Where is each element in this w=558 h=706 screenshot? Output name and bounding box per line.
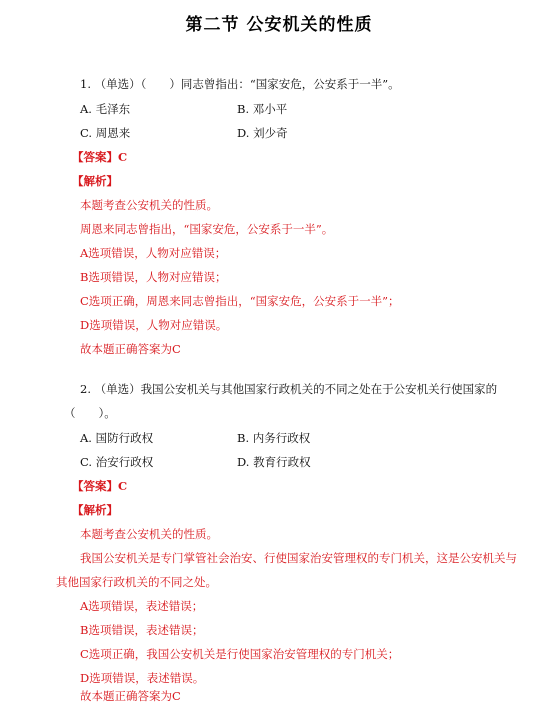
q2-analysis-line: 其他国家行政机关的不同之处。 — [56, 575, 217, 589]
question-2-stem-cont: （ ）。 — [64, 406, 116, 420]
q2-option-b: B. 内务行政权 — [237, 431, 311, 445]
q2-analysis-label: 【解析】 — [72, 503, 118, 517]
q2-answer: 【答案】C — [72, 479, 128, 493]
q1-analysis-line: A选项错误，人物对应错误； — [80, 246, 227, 260]
q1-analysis-line: 故本题正确答案为C — [80, 342, 181, 356]
q1-option-b: B. 邓小平 — [237, 102, 288, 116]
q1-analysis-label: 【解析】 — [72, 174, 118, 188]
question-2-stem: 2. （单选）我国公安机关与其他国家行政机关的不同之处在于公安机关行使国家的 — [80, 382, 498, 396]
q2-analysis-line: C选项正确，我国公安机关是行使国家治安管理权的专门机关； — [80, 647, 400, 661]
q1-option-c: C. 周恩来 — [80, 126, 131, 140]
page-title: 第二节 公安机关的性质 — [185, 15, 373, 35]
q2-option-d: D. 教育行政权 — [237, 455, 311, 469]
q2-analysis-line: 本题考查公安机关的性质。 — [80, 527, 218, 541]
question-1-stem: 1. （单选）（ ）同志曾指出：“国家安危，公安系于一半”。 — [80, 77, 400, 91]
q1-analysis-line: D选项错误，人物对应错误。 — [80, 318, 228, 332]
q1-analysis-line: C选项正确，周恩来同志曾指出，“国家安危，公安系于一半”； — [80, 294, 400, 308]
q2-analysis-line: A选项错误，表述错误； — [80, 599, 204, 613]
q1-option-d: D. 刘少奇 — [237, 126, 288, 140]
q2-option-c: C. 治安行政权 — [80, 455, 154, 469]
q1-answer: 【答案】C — [72, 150, 128, 164]
q1-analysis-line: 周恩来同志曾指出，“国家安危，公安系于一半”。 — [80, 222, 334, 236]
q1-analysis-line: 本题考查公安机关的性质。 — [80, 198, 218, 212]
q2-analysis-line: 故本题正确答案为C — [80, 689, 181, 703]
q2-analysis-line: D选项错误，表述错误。 — [80, 671, 205, 685]
q2-analysis-line: 我国公安机关是专门掌管社会治安、行使国家治安管理权的专门机关，这是公安机关与 — [80, 551, 517, 565]
q2-option-a: A. 国防行政权 — [80, 431, 154, 445]
q1-option-a: A. 毛泽东 — [80, 102, 131, 116]
q2-analysis-line: B选项错误，表述错误； — [80, 623, 204, 637]
q1-analysis-line: B选项错误，人物对应错误； — [80, 270, 227, 284]
